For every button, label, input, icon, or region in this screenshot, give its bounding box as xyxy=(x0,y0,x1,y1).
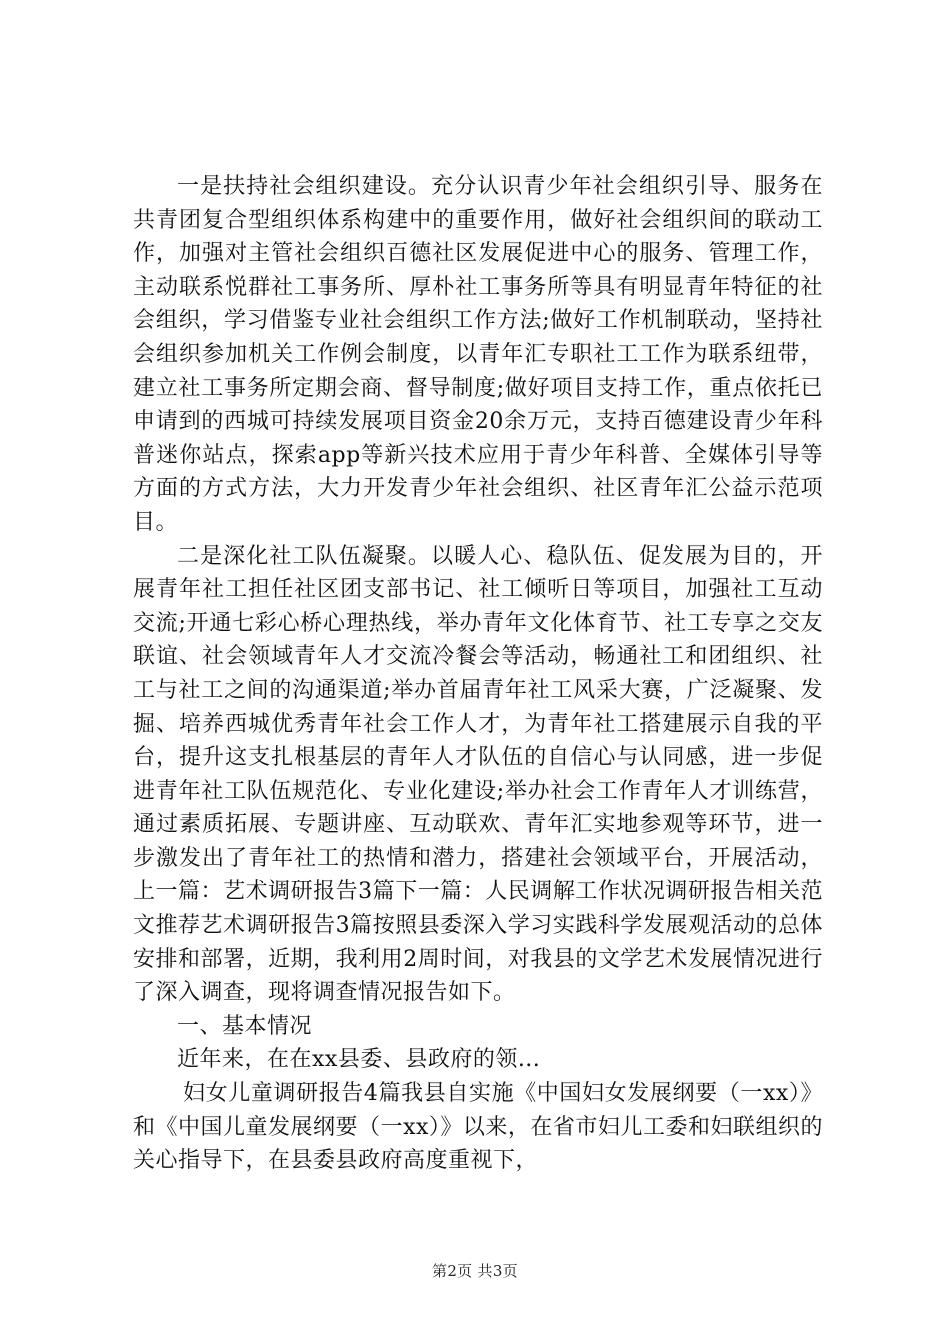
paragraph-support-social-organizations: 一是扶持社会组织建设。充分认识青少年社会组织引导、服务在共青团复合型组织体系构建中的重要作用，做好社会组织间的联动工作，加强对主管社会组织百德社区发展促进中心的服务、管理工作，主动联系悦群社工事务所、厚朴社工事务所等具有明显青年特征的社会组织，学习借鉴专业社会组织工作方法;做好工作机制联动，坚持社会组织参加机关工作例会制度，以青年汇专职社工工作为联系纽带，建立社工事务所定期会商、督导制度;做好项目支持工作，重点依托已申请到的西城可持续发展项目资金20余万元，支持百德建设青少年科普迷你站点，探索app等新兴技术应用于青少年科普、全媒体引导等方面的方式方法，大力开发青少年社会组织、社区青年汇公益示范项目。 xyxy=(133,174,823,535)
paragraph-recent-years: 近年来，在在xx县委、县政府的领... xyxy=(177,1047,541,1073)
page-number-footer: 第2页 共3页 xyxy=(432,1262,518,1280)
heading-basic-situation: 一、基本情况 xyxy=(177,1013,313,1039)
document-body xyxy=(133,170,823,1178)
paragraph-social-worker-team: 二是深化社工队伍凝聚。以暖人心、稳队伍、促发展为目的，开展青年社工担任社区团支部书记、社工倾听日等项目，加强社工互动交流;开通七彩心桥心理热线，举办青年文化体育节、社工专享之交友联谊、社会领域青年人才交流冷餐会等活动，畅通社工和团组织、社工与社工之间的沟通渠道;举办首届青年社工风采大赛，广泛凝聚、发掘、培养西城优秀青年社会工作人才，为青年社工搭建展示自我的平台，提升这支扎根基层的青年人才队伍的自信心与认同感，进一步促进青年社工队伍规范化、专业化建设;举办社会工作青年人才训练营，通过素质拓展、专题讲座、互动联欢、青年汇实地参观等环节，进一步激发出了青年社工的热情和潜力，搭建社会领域平台，开展活动，上一篇：艺术调研报告3篇下一篇：人民调解工作状况调研报告相关范文推荐艺术调研报告3篇按照县委深入学习实践科学发展观活动的总体安排和部署，近期，我利用2周时间，对我县的文学艺术发展情况进行了深入调查，现将调查情况报告如下。 xyxy=(133,543,823,1006)
paragraph-women-children-report: 妇女儿童调研报告4篇我县自实施《中国妇女发展纲要（一xx）》和《中国儿童发展纲要（一xx）》以来，在省市妇儿工委和妇联组织的关心指导下，在县委县政府高度重视下， xyxy=(133,1081,823,1174)
